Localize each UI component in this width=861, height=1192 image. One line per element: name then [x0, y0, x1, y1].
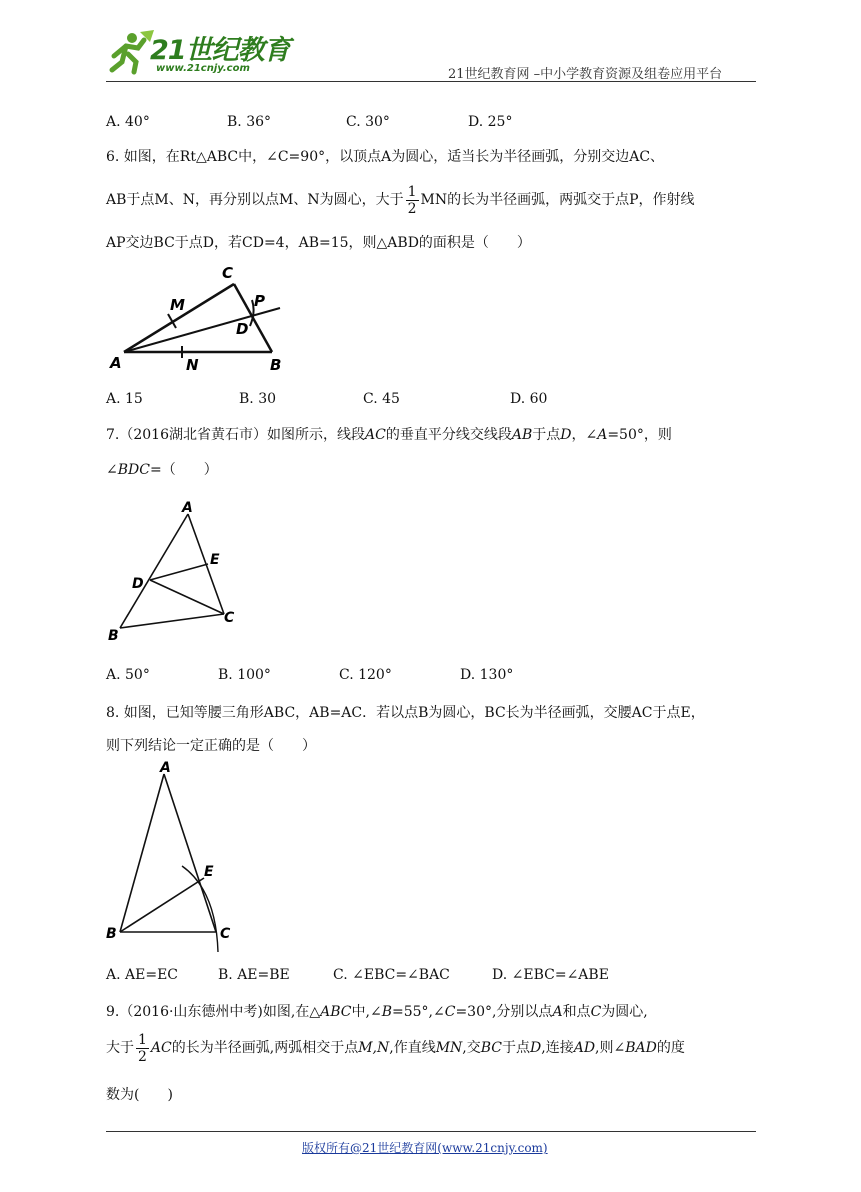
q6-figure: [104, 262, 284, 380]
q7-var-ab: AB: [511, 427, 533, 443]
q9-var-a: A: [552, 1004, 563, 1020]
q8-line2: 则下列结论一定正确的是（ ）: [106, 738, 316, 754]
q8-option-d: D. ∠EBC=∠ABE: [492, 967, 609, 983]
footer-divider: [106, 1131, 756, 1132]
q7-var-bdc: BDC: [117, 462, 150, 478]
q5-option-a: A. 40°: [106, 114, 150, 130]
q9-var-b: B: [381, 1004, 392, 1020]
q9-var-ac: AC: [150, 1040, 172, 1056]
q8-label-c: C: [220, 926, 231, 942]
q6-frac-den: 2: [407, 200, 417, 217]
q7-option-b: B. 100°: [218, 667, 271, 683]
q7-var-ac: AC: [365, 427, 386, 443]
q7-label-d: D: [132, 576, 144, 592]
q6-label-n: N: [186, 356, 199, 374]
q5-option-b: B. 36°: [227, 114, 272, 130]
q9-var-abc: ABC: [320, 1004, 352, 1020]
q6-fraction: [406, 184, 419, 217]
q7-option-a: A. 50°: [106, 667, 150, 683]
q9-text-h: ,作直线: [389, 1040, 436, 1056]
q6-frac-num: 1: [407, 183, 417, 200]
q9-text-j: 于点: [502, 1040, 531, 1056]
q7-label-c: C: [224, 610, 235, 626]
header-site-text: 21世纪教育网 –中小学教育资源及组卷应用平台: [448, 67, 723, 82]
q9-var-c: C: [444, 1004, 456, 1020]
q9-var-c2: C: [590, 1004, 602, 1020]
q9-text-m: 的度: [656, 1040, 685, 1056]
q6-line2-post: MN的长为半径画弧，两弧交于点P，作射线: [420, 192, 695, 208]
q9-var-bc: BC: [480, 1040, 503, 1056]
q7-figure: [104, 498, 254, 646]
q7-label-a: A: [182, 500, 193, 516]
q7-option-d: D. 130°: [460, 667, 514, 683]
q6-label-p: P: [254, 292, 265, 310]
q6-label-d: D: [236, 320, 249, 338]
q8-figure: [104, 760, 244, 960]
q7-text-d: ，∠: [571, 427, 598, 443]
q9-frac-den: 2: [138, 1048, 147, 1065]
q7-var-a: A: [597, 427, 608, 443]
q6-label-m: M: [170, 296, 185, 314]
q7-text-f: =（ ）: [149, 462, 218, 478]
q6-line3: AP交边BC于点D，若CD=4，AB=15，则△ABD的面积是（ ）: [106, 235, 531, 251]
q6-option-b: B. 30: [239, 391, 277, 407]
q9-line1: [106, 1002, 648, 1022]
q6-line2-pre: AB于点M、N，再分别以点M、N为圆心，大于: [106, 192, 404, 208]
logo-url: www.21cnjy.com: [156, 63, 250, 74]
q9-var-mn: M,N: [358, 1040, 390, 1056]
q9-line3: 数为( ): [106, 1087, 173, 1103]
q5-option-d: D. 25°: [468, 114, 513, 130]
q6-option-c: C. 45: [363, 391, 400, 407]
q8-label-b: B: [106, 926, 117, 942]
q7-label-e: E: [210, 552, 220, 568]
footer-copyright-link[interactable]: 版权所有@21世纪教育网(www.21cnjy.com): [302, 1141, 548, 1155]
q8-option-b: B. AE=BE: [218, 967, 290, 983]
q6-label-c: C: [222, 264, 234, 282]
q7-text-b: 的垂直平分线交线段: [385, 427, 512, 443]
q7-text-e: =50°，则: [607, 427, 672, 443]
q7-var-d: D: [560, 427, 572, 443]
q9-text-pre: 大于: [106, 1040, 134, 1056]
q9-text-g: 的长为半径画弧,两弧相交于点: [171, 1040, 359, 1056]
q6-label-b: B: [270, 356, 282, 374]
q7-line1: [106, 425, 672, 445]
q6-line2: [106, 180, 695, 220]
q7-label-b: B: [108, 628, 119, 644]
q6-option-a: A. 15: [106, 391, 143, 407]
q7-line2: [106, 460, 218, 480]
q8-line1: 8. 如图，已知等腰三角形ABC，AB=AC．若以点B为圆心，BC长为半径画弧，交腰AC于点E，: [106, 705, 705, 721]
q8-label-e: E: [204, 864, 214, 880]
q9-var-mn2: MN: [435, 1040, 463, 1056]
q6-option-d: D. 60: [510, 391, 548, 407]
q8-option-c: C. ∠EBC=∠BAC: [333, 967, 450, 983]
q6-line1: 6. 如图，在Rt△ABC中，∠C=90°，以顶点A为圆心，适当长为半径画弧，分别交边AC、: [106, 149, 665, 165]
q9-text-e: 和点: [562, 1004, 591, 1020]
logo-title: 21世纪教育: [150, 35, 290, 66]
q7-angle-sign: ∠: [106, 462, 118, 478]
header-divider: [106, 81, 756, 82]
q5-option-c: C. 30°: [346, 114, 390, 130]
q7-option-c: C. 120°: [339, 667, 392, 683]
q9-var-ad: AD: [573, 1040, 596, 1056]
q9-text-b: 中,∠: [351, 1004, 382, 1020]
q7-text-c: 于点: [532, 427, 561, 443]
q6-label-a: A: [110, 354, 122, 372]
q7-text-a: 7.（2016湖北省黄石市）如图所示，线段: [106, 427, 365, 443]
q8-option-a: A. AE=EC: [106, 967, 179, 983]
q8-label-a: A: [160, 760, 171, 776]
q9-frac-num: 1: [138, 1031, 147, 1048]
q9-var-bad: BAD: [625, 1040, 657, 1056]
q9-fraction: [136, 1032, 149, 1065]
q9-text-l: ,则∠: [595, 1040, 626, 1056]
q9-text-k: ,连接: [541, 1040, 574, 1056]
q9-text-a: 9.（2016·山东德州中考)如图,在△: [106, 1004, 321, 1020]
q9-text-d: =30°,分别以点: [455, 1004, 553, 1020]
q9-line2: [106, 1028, 685, 1068]
q9-text-f: 为圆心,: [601, 1004, 648, 1020]
q9-text-c: =55°,∠: [391, 1004, 445, 1020]
q9-var-d: D: [530, 1040, 542, 1056]
q9-text-i: ,交: [462, 1040, 481, 1056]
